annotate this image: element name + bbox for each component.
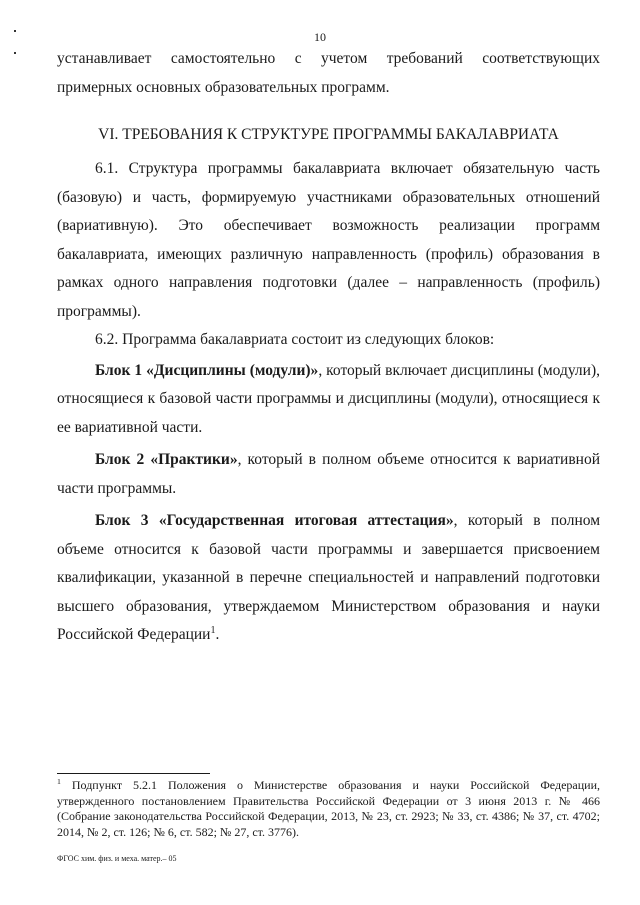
- paragraph-6-2: 6.2. Программа бакалавриата состоит из следующих блоков:: [95, 331, 495, 348]
- block3-end: .: [215, 626, 220, 643]
- paragraph-6-1: 6.1. Структура программы бакалавриата включает обязательную часть (базовую) и часть, формируемую участниками образовательных отношений (вариативную). Это обеспечивает возможность реализации программ бакалавриата, имеющих различную направленность (профиль) образования в рамках одного направления подготовки (далее – направленность (профиль) программы).: [57, 160, 600, 320]
- footnote-marker: 1: [57, 777, 61, 786]
- intro-paragraph: [57, 45, 600, 102]
- footnote-text: Подпункт 5.2.1 Положения о Министерстве образования и науки Российской Федерации, утвержденного постановлением Правительства Российской Федерации от 3 июня 2013 г. № 466 (Собрание законодательства Российской Федерации, 2013, № 23, ст. 2923; № 33, ст. 4386; № 37, ст. 4702; 2014, № 2, ст. 126; № 6, ст. 582; № 27, ст. 3776).: [57, 778, 601, 839]
- document-code-footer: ФГОС хим. физ. и меха. матер.– 05: [57, 854, 177, 863]
- block2-title: «Практики»: [150, 451, 238, 468]
- block3-title: «Государственная итоговая аттестация»: [158, 512, 454, 529]
- block3-paragraph: [57, 507, 600, 650]
- section-heading: VI. ТРЕБОВАНИЯ К СТРУКТУРЕ ПРОГРАММЫ БАКАЛАВРИАТА: [98, 126, 559, 143]
- block2-prefix: Блок 2: [95, 451, 145, 468]
- block1-title: Блок 1 «Дисциплины (модули)»: [95, 361, 319, 379]
- scan-mark: [14, 52, 16, 54]
- page-number: 10: [314, 30, 326, 44]
- block1-paragraph: [57, 357, 600, 443]
- main-content: [57, 155, 600, 650]
- intro-text: устанавливает самостоятельно с учетом требований соответствующих примерных основных образовательных программ.: [57, 50, 600, 96]
- block3-text: , который в полном объеме относится к базовой части программы и завершается присвоением квалификации, указанной в перечне специальностей и направлений подготовки высшего образования, утверждаемом Министерством образования и науки Российской Федерации: [57, 512, 601, 643]
- footnote-divider: [57, 773, 210, 774]
- block1-text: , который включает дисциплины (модули), относящиеся к базовой части программы и дисциплины (модули), относящиеся к ее вариативной части.: [57, 361, 600, 436]
- block2-paragraph: [57, 446, 600, 503]
- block3-prefix: Блок 3: [95, 512, 149, 529]
- block2-text: , который в полном объеме относится к вариативной части программы.: [57, 451, 601, 497]
- footnote-reference: 1: [210, 624, 216, 636]
- footnote: [57, 778, 600, 840]
